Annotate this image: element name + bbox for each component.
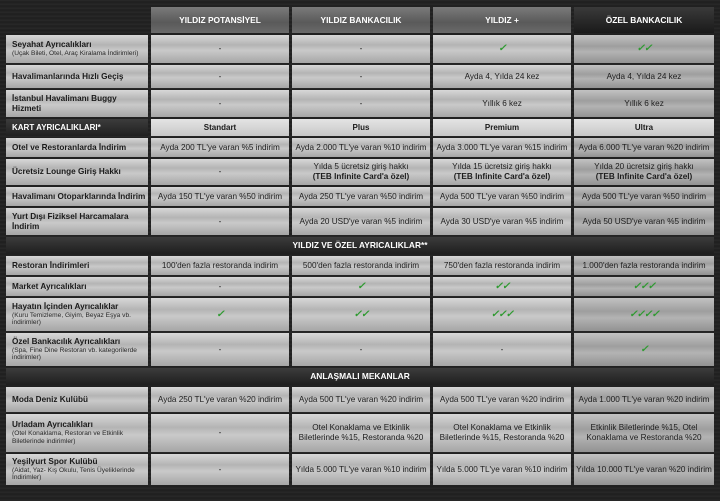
table-row [6, 138, 714, 157]
table-cell: Ayda 500 TL'ye varan %20 indirim [292, 387, 430, 412]
table-cell: - [151, 208, 289, 235]
table-cell: Yıllık 6 kez [433, 90, 571, 117]
table-cell: Ayda 150 TL'ye varan %50 indirim [151, 187, 289, 206]
row-label-text: Hayatın İçinden Ayrıcalıklar [12, 301, 119, 311]
table-row [6, 414, 714, 452]
cell-line: Yılda 5 ücretsiz giriş hakkı [313, 162, 409, 172]
check-icon: ✓ [151, 298, 289, 331]
col-header-ozel-bankacilik: ÖZEL BANKACILIK [574, 7, 714, 33]
row-label: Market Ayrıcalıkları [6, 277, 148, 296]
table-cell: Etkinlik Biletlerinde %15, Otel Konaklama ve Restoranda %20 [574, 414, 714, 452]
table-row [6, 35, 714, 63]
card-privileges-heading: KART AYRICALIKLARI* [6, 119, 148, 136]
section-row [6, 237, 714, 254]
table-row [6, 65, 714, 88]
tier-premium: Premium [433, 119, 571, 136]
table-row [6, 298, 714, 331]
section-row [6, 368, 714, 385]
check-icon: ✓✓✓ [574, 277, 714, 296]
table-cell: Ayda 20 USD'ye varan %5 indirim [292, 208, 430, 235]
table-cell: Ayda 250 TL'ye varan %20 indirim [151, 387, 289, 412]
row-label-sub: (Otel Konaklama, Restoran ve Etkinlik Biletlerinde indirimler) [12, 430, 124, 445]
row-label: Otel ve Restoranlarda İndirim [6, 138, 148, 157]
row-label-text: Yeşilyurt Spor Kulübü [12, 456, 98, 466]
row-label [6, 454, 148, 485]
row-label-text: Urladam Ayrıcalıkları [12, 420, 93, 430]
table-cell: - [292, 35, 430, 63]
table-cell: Yılda 5.000 TL'ye varan %10 indirim [292, 454, 430, 485]
table-cell: Ayda 30 USD'ye varan %5 indirim [433, 208, 571, 235]
row-label-sub: (Kuru Temizleme, Giyim, Beyaz Eşya vb. indirimler) [12, 311, 131, 327]
table-row [6, 256, 714, 275]
row-label-sub: (Aidat, Yaz- Kış Okulu, Tenis Üyeliklerinde İndirimler) [12, 466, 135, 482]
check-icon: ✓✓✓✓ [574, 298, 714, 331]
table-cell: Ayda 2.000 TL'ye varan %10 indirim [292, 138, 430, 157]
section-heading-venues: ANLAŞMALI MEKANLAR [6, 368, 714, 385]
table-row [6, 387, 714, 412]
table-cell: - [292, 65, 430, 88]
table-cell: Ayda 4, Yılda 24 kez [433, 65, 571, 88]
row-label [6, 298, 148, 331]
table-cell: Ayda 4, Yılda 24 kez [574, 65, 714, 88]
cell-note: (TEB Infinite Card'a özel) [312, 172, 410, 181]
row-label-sub: (Spa, Fine Dine Restoran vb. kategorilerde indirimler) [12, 346, 137, 362]
check-icon: ✓ [433, 35, 571, 63]
table-cell: - [151, 35, 289, 63]
table-cell: Yıllık 6 kez [574, 90, 714, 117]
table-cell: - [151, 90, 289, 117]
table-row [6, 208, 714, 235]
row-label: Havalimanlarında Hızlı Geçiş [6, 65, 148, 88]
table-cell: - [151, 414, 289, 452]
section-heading-privileges: YILDIZ VE ÖZEL AYRICALIKLAR** [6, 237, 714, 254]
tier-ultra: Ultra [574, 119, 714, 136]
table-cell: - [151, 333, 289, 366]
table-row [6, 159, 714, 185]
table-cell: - [433, 333, 571, 366]
row-label: İstanbul Havalimanı Buggy Hizmeti [6, 90, 148, 117]
table-cell [292, 159, 430, 185]
row-label: Havalimanı Otoparklarında İndirim [6, 187, 148, 206]
row-label: Yurt Dışı Fiziksel Harcamalara İndirim [6, 208, 148, 235]
table-cell: - [151, 65, 289, 88]
table-cell: 1.000'den fazla restoranda indirim [574, 256, 714, 275]
check-icon: ✓ [292, 277, 430, 296]
row-label: Ücretsiz Lounge Giriş Hakkı [6, 159, 148, 185]
col-header-yildiz-bankacilik: YILDIZ BANKACILIK [292, 7, 430, 33]
table-cell: Yılda 5.000 TL'ye varan %10 indirim [433, 454, 571, 485]
table-row [6, 90, 714, 117]
check-icon: ✓✓ [433, 277, 571, 296]
check-icon: ✓✓ [292, 298, 430, 331]
table-cell: Ayda 250 TL'ye varan %50 indirim [292, 187, 430, 206]
table-cell: Ayda 3.000 TL'ye varan %15 indirim [433, 138, 571, 157]
col-header-yildiz-potansiyel: YILDIZ POTANSİYEL [151, 7, 289, 33]
table-cell: 100'den fazla restoranda indirim [151, 256, 289, 275]
table-cell: Yılda 10.000 TL'ye varan %20 indirim [574, 454, 714, 485]
table-cell: - [151, 277, 289, 296]
tier-standart: Standart [151, 119, 289, 136]
table-row [6, 277, 714, 296]
table-cell: Ayda 500 TL'ye varan %50 indirim [433, 187, 571, 206]
check-icon: ✓✓✓ [433, 298, 571, 331]
table-cell: Otel Konaklama ve Etkinlik Biletlerinde %15, Restoranda %20 [292, 414, 430, 452]
column-header-row [6, 7, 714, 33]
row-label [6, 414, 148, 452]
table-cell: Ayda 50 USD'ye varan %5 indirim [574, 208, 714, 235]
row-label [6, 333, 148, 366]
row-label [6, 35, 148, 63]
table-cell: - [292, 90, 430, 117]
card-tier-header-row [6, 119, 714, 136]
table-cell: - [292, 333, 430, 366]
row-label: Moda Deniz Kulübü [6, 387, 148, 412]
table-cell: Otel Konaklama ve Etkinlik Biletlerinde %15, Restoranda %20 [433, 414, 571, 452]
benefits-table [3, 5, 717, 487]
table-cell: 750'den fazla restoranda indirim [433, 256, 571, 275]
col-header-yildiz-plus: YILDIZ + [433, 7, 571, 33]
table-cell: Ayda 200 TL'ye varan %5 indirim [151, 138, 289, 157]
table-cell [433, 159, 571, 185]
table-row [6, 333, 714, 366]
table-cell: 500'den fazla restoranda indirim [292, 256, 430, 275]
table-cell: Ayda 1.000 TL'ye varan %20 indirim [574, 387, 714, 412]
cell-note: (TEB Infinite Card'a özel) [595, 172, 693, 181]
tier-plus: Plus [292, 119, 430, 136]
table-cell: - [151, 454, 289, 485]
check-icon: ✓ [574, 333, 714, 366]
row-label-text: Özel Bankacılık Ayrıcalıkları [12, 336, 121, 346]
table-cell: Ayda 6.000 TL'ye varan %20 indirim [574, 138, 714, 157]
table-cell [574, 159, 714, 185]
header-blank [6, 7, 148, 33]
check-icon: ✓✓ [574, 35, 714, 63]
table-cell: - [151, 159, 289, 185]
cell-line: Yılda 15 ücretsiz giriş hakkı [452, 162, 552, 172]
row-label-text: Seyahat Ayrıcalıkları [12, 40, 92, 50]
cell-line: Yılda 20 ücretsiz giriş hakkı [594, 162, 694, 172]
table-row [6, 454, 714, 485]
row-label-sub: (Uçak Bileti, Otel, Araç Kiralama İndirimleri) [12, 49, 139, 57]
cell-note: (TEB Infinite Card'a özel) [453, 172, 551, 181]
table-cell: Ayda 500 TL'ye varan %20 indirim [433, 387, 571, 412]
table-cell: Ayda 500 TL'ye varan %50 indirim [574, 187, 714, 206]
table-row [6, 187, 714, 206]
row-label: Restoran İndirimleri [6, 256, 148, 275]
